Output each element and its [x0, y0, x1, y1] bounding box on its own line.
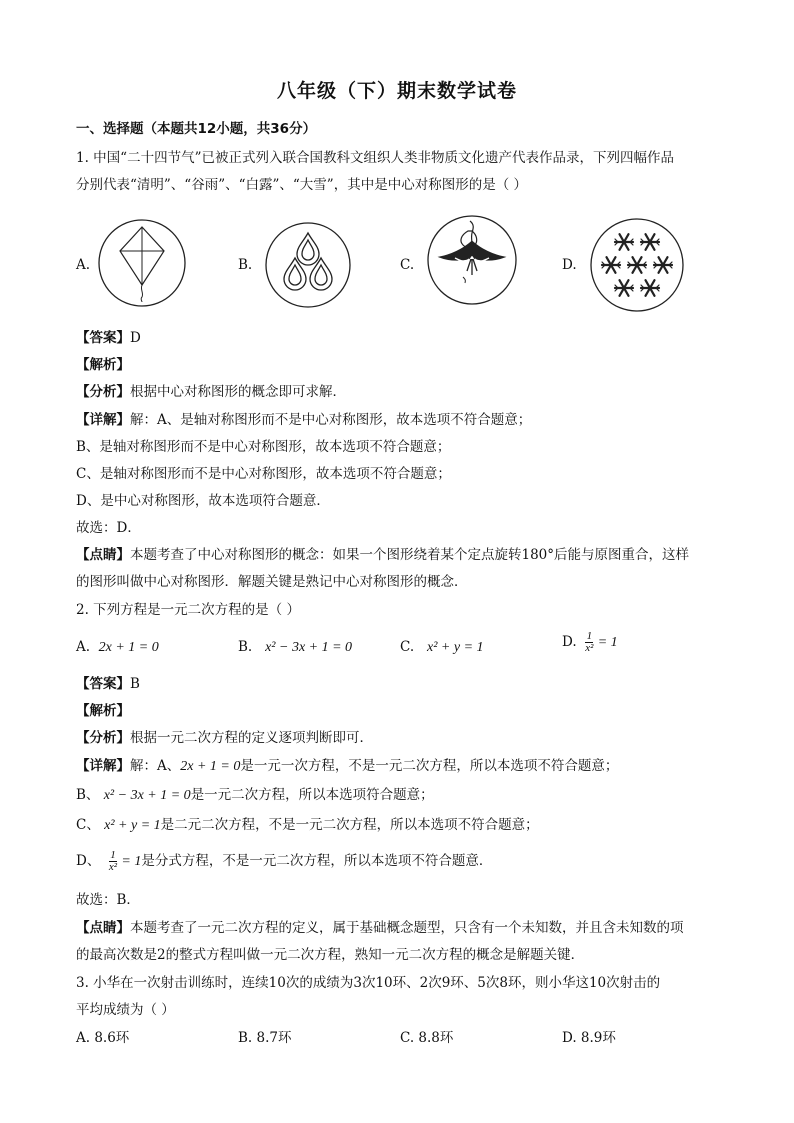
xiangjie-tag: 【详解】 [76, 758, 130, 774]
xiangjie-d-eq: = 1 [121, 854, 142, 869]
xiangjie-tag: 【详解】 [76, 412, 130, 428]
fraction-numerator: 1 [586, 630, 593, 642]
q2-option-d-rest: = 1 [597, 635, 618, 650]
q2-xiangjie-a [76, 757, 618, 776]
fenxi-tag: 【分析】 [76, 730, 130, 746]
kite-figure [96, 217, 188, 309]
q1-xiangjie-a [76, 411, 531, 429]
q2-option-b-math: x² − 3x + 1 = 0 [265, 640, 353, 655]
q3-option-c: C. 8.8环 [400, 1030, 454, 1046]
xiangjie-b-math: x² − 3x + 1 = 0 [103, 788, 191, 803]
q1-option-b-label: B. [238, 257, 253, 273]
q1-option-a-label: A. [76, 257, 91, 273]
snowflake-figure [588, 216, 686, 314]
xiangjie-d-post: 是分式方程，不是一元二次方程，所以本选项不符合题意． [141, 853, 493, 869]
q2-option-b-label: B. [238, 639, 253, 655]
q3-option-d: D. 8.9环 [562, 1030, 616, 1046]
q1-stem-line2: 分别代表“清明”、“谷雨”、“白露”、“大雪”，其中是中心对称图形的是（ ） [76, 177, 528, 193]
q1-dianjing-1 [76, 546, 689, 564]
q2-conclusion: 故选：B． [76, 892, 140, 908]
q2-dianjing-2: 的最高次数是2的整式方程叫做一元二次方程，熟知一元二次方程的概念是解题关键． [76, 947, 585, 963]
q3-stem-line1: 3. 小华在一次射击训练时，连续10次的成绩为3次10环、2次9环、5次8环，则小华这10次射击的 [76, 975, 661, 991]
q2-xiangjie-b [76, 786, 434, 805]
q2-option-a-label: A. [76, 639, 91, 655]
q3-option-b: B. 8.7环 [238, 1030, 292, 1046]
q1-answer [76, 329, 141, 347]
q2-fenxi [76, 729, 373, 747]
q2-option-d [562, 631, 618, 654]
q1-stem-line1: 1. 中国“二十四节气”已被正式列入联合国教科文组织人类非物质文化遗产代表作品录，下列四幅作品 [76, 150, 674, 166]
q3-option-a: A. 8.6环 [76, 1030, 130, 1046]
q1-dianjing-2: 的图形叫做中心对称图形．解题关键是熟记中心对称图形的概念． [76, 574, 468, 590]
raindrops-figure [263, 220, 353, 310]
fenxi-text: 根据中心对称图形的概念即可求解． [130, 384, 346, 400]
q2-dianjing-1 [76, 919, 684, 937]
fraction-numerator: 1 [110, 849, 116, 861]
q2-xiangjie-c [76, 816, 539, 835]
dew-bird-figure [425, 213, 519, 307]
answer-value: D [130, 330, 141, 346]
q1-option-c-label: C. [400, 257, 415, 273]
section-heading: 一、选择题（本题共12小题，共36分） [76, 121, 317, 137]
xiangjie-a-post: 是一元一次方程，不是一元二次方程，所以本选项不符合题意； [240, 758, 619, 774]
q2-option-c-math: x² + y = 1 [427, 640, 484, 655]
xiangjie-d-pre: D、 [76, 853, 101, 869]
q2-option-c [400, 638, 484, 657]
fenxi-tag: 【分析】 [76, 384, 130, 400]
xiangjie-a-text: 解：A、是轴对称图形而不是中心对称图形，故本选项不符合题意； [130, 412, 532, 428]
q2-option-c-label: C. [400, 639, 415, 655]
q1-analysis-tag: 【解析】 [76, 357, 130, 373]
q2-answer [76, 675, 140, 693]
page-title: 八年级（下）期末数学试卷 [276, 80, 517, 102]
q1-fenxi [76, 383, 346, 401]
dianjing-tag: 【点睛】 [76, 920, 130, 936]
answer-tag: 【答案】 [76, 330, 130, 346]
xiangjie-c-pre: C、 [76, 817, 100, 833]
q1-xiangjie-d: D、是中心对称图形，故本选项符合题意． [76, 493, 330, 509]
q2-option-a [76, 638, 159, 657]
fraction-denominator: x² [585, 642, 594, 654]
fenxi-text: 根据一元二次方程的定义逐项判断即可． [130, 730, 373, 746]
xiangjie-b-pre: B、 [76, 787, 100, 803]
q2-option-a-math: 2x + 1 = 0 [98, 640, 159, 655]
answer-value: B [130, 676, 140, 692]
xiangjie-a-math: 2x + 1 = 0 [180, 759, 241, 774]
q3-stem-line2: 平均成绩为（ ） [76, 1002, 175, 1018]
q2-xiangjie-d [76, 848, 492, 875]
q1-xiangjie-b: B、是轴对称图形而不是中心对称图形，故本选项不符合题意； [76, 439, 451, 455]
xiangjie-b-post: 是一元二次方程，所以本选项符合题意； [190, 787, 434, 803]
dianjing-tag: 【点睛】 [76, 547, 130, 563]
q2-analysis-tag: 【解析】 [76, 703, 130, 719]
xiangjie-c-math: x² + y = 1 [104, 818, 161, 833]
q2-option-d-fraction [585, 631, 593, 654]
q1-conclusion: 故选：D． [76, 520, 141, 536]
xiangjie-c-post: 是二元二次方程，不是一元二次方程，所以本选项不符合题意； [160, 817, 539, 833]
q1-option-d-label: D. [562, 257, 577, 273]
dianjing-text-1: 本题考查了一元二次方程的定义，属于基础概念题型，只含有一个未知数，并且含未知数的项 [130, 920, 684, 936]
dianjing-text-1: 本题考查了中心对称图形的概念：如果一个图形绕着某个定点旋转180°后能与原图重合，这样 [130, 547, 690, 563]
fraction-denominator: x² [108, 861, 118, 873]
q2-option-d-label: D. [562, 634, 577, 650]
answer-tag: 【答案】 [76, 676, 130, 692]
xiangjie-a-pre: 解：A、 [130, 758, 181, 774]
xiangjie-d-fraction [109, 850, 117, 873]
q2-option-b [238, 638, 352, 657]
q2-stem: 2. 下列方程是一元二次方程的是（ ） [76, 602, 300, 618]
q1-xiangjie-c: C、是轴对称图形而不是中心对称图形，故本选项不符合题意； [76, 466, 451, 482]
